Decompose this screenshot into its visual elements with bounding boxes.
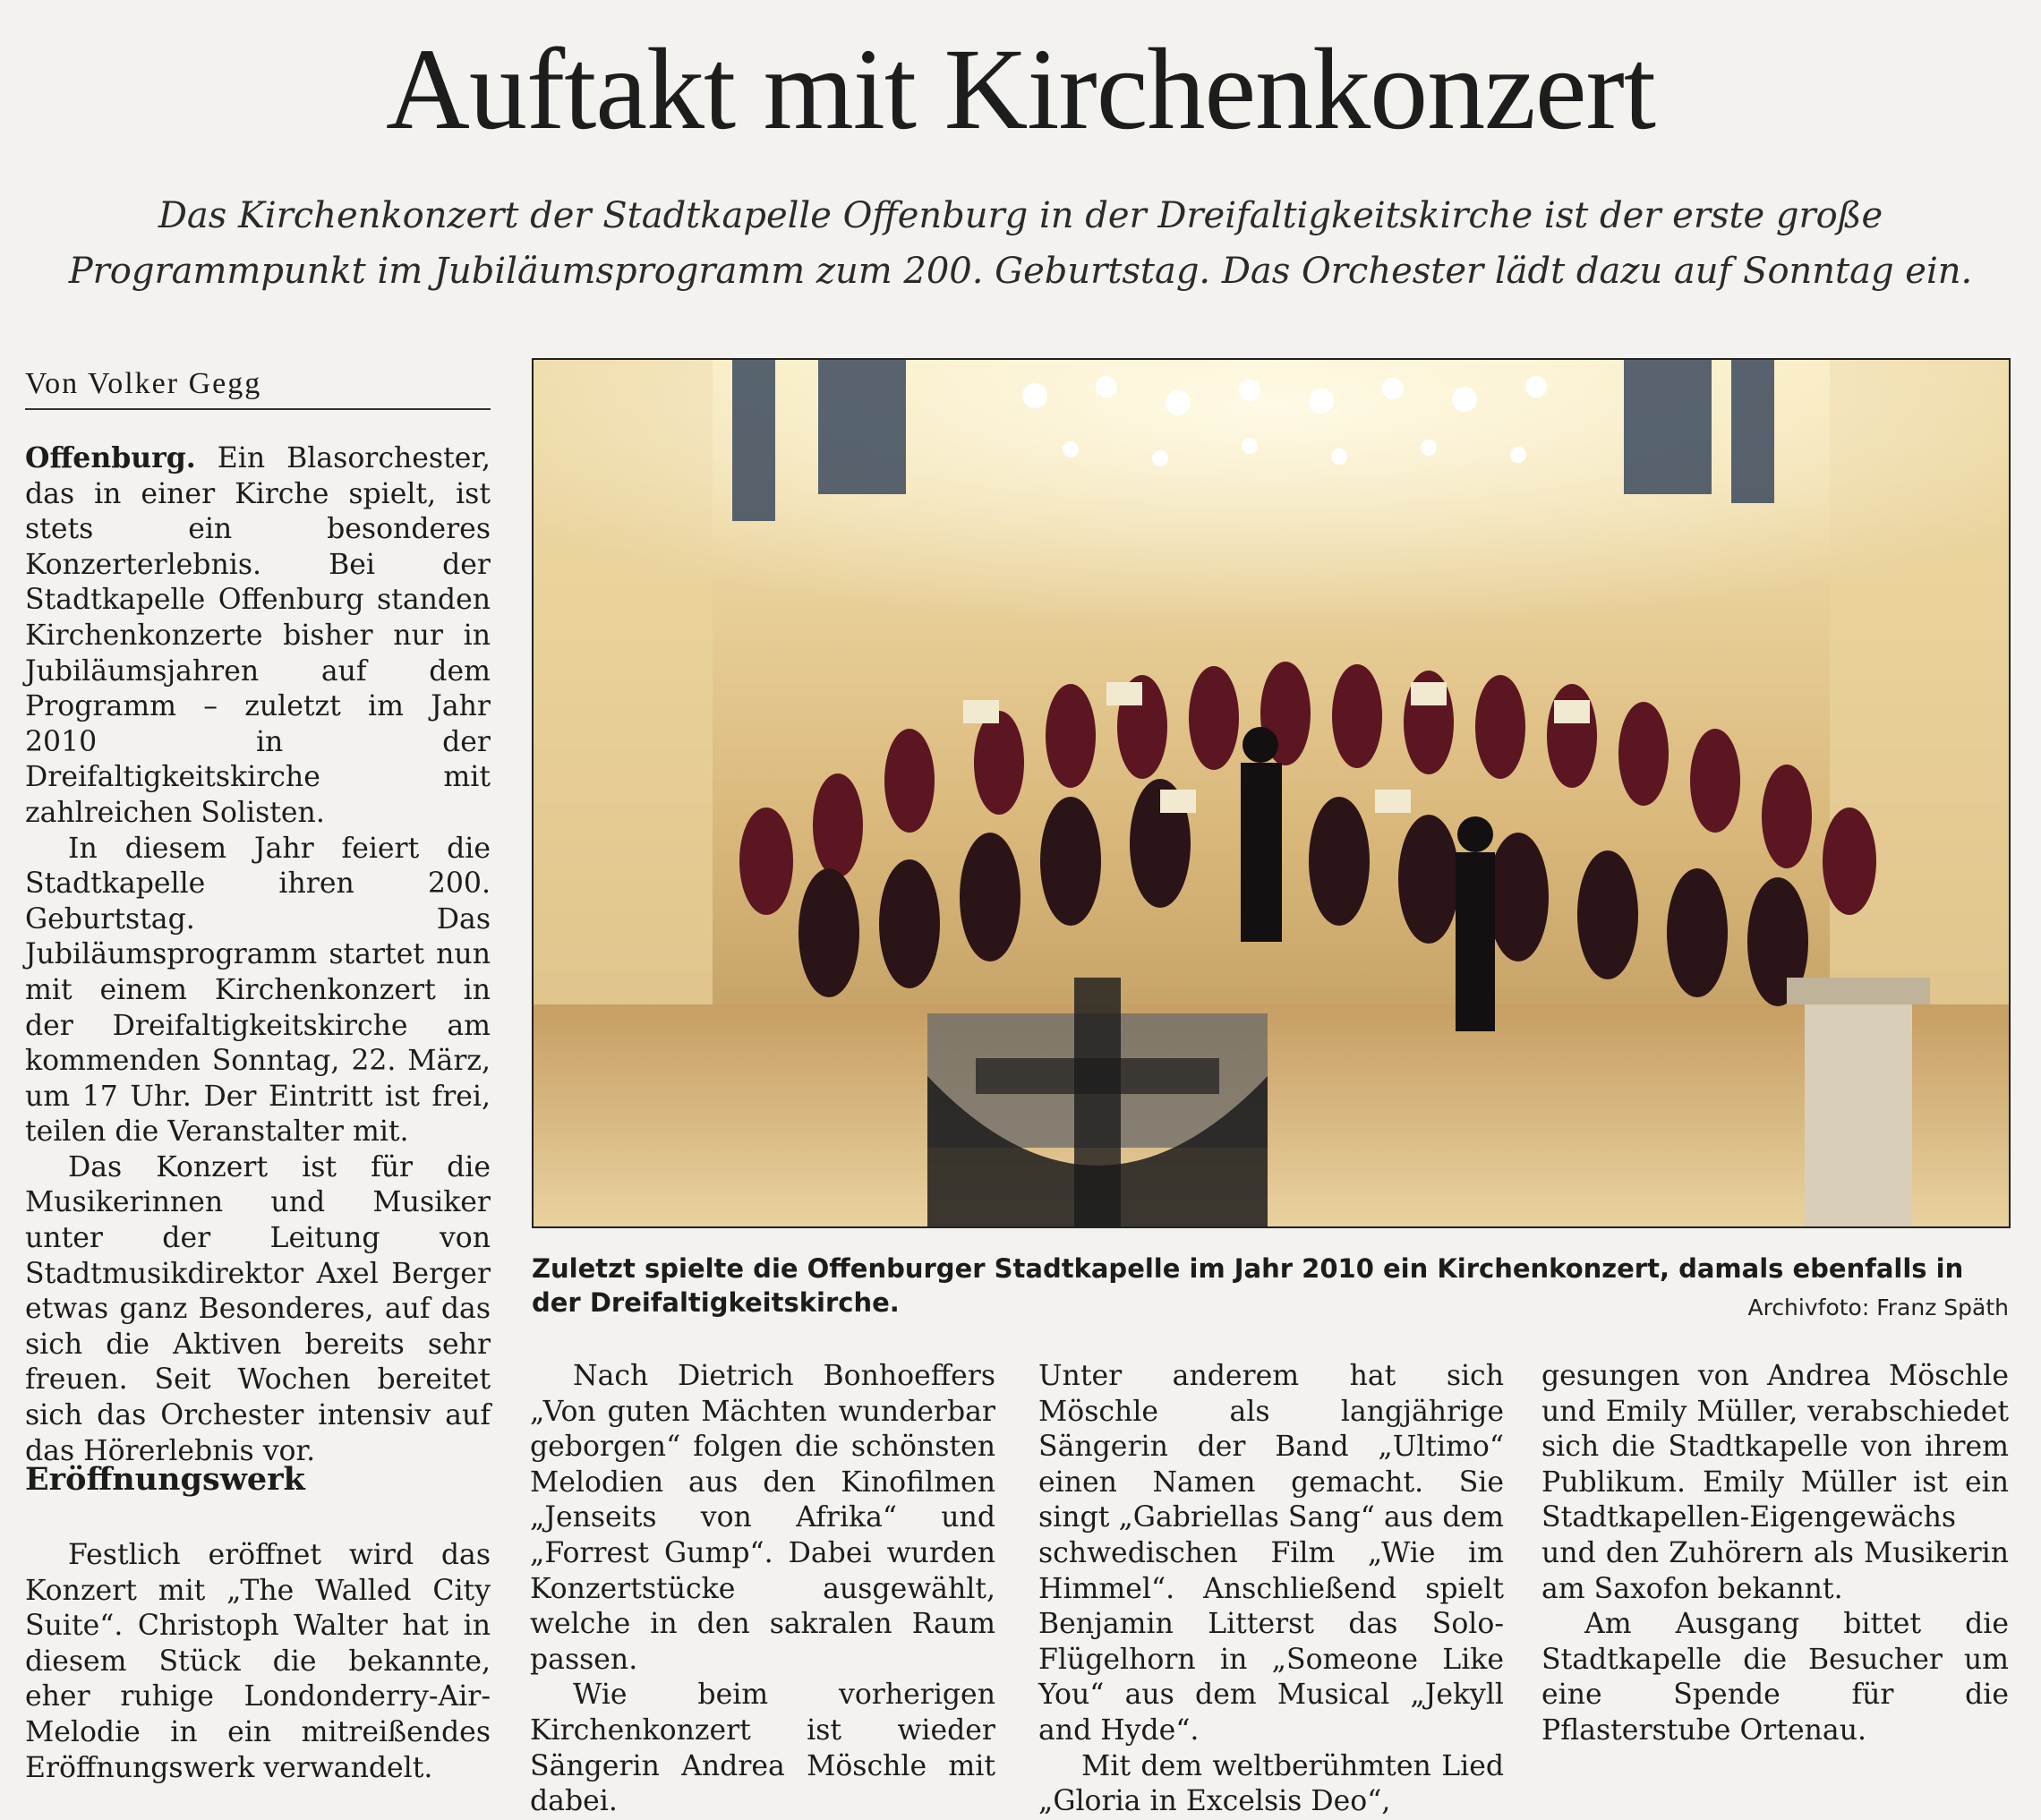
paragraph-2: In diesem Jahr feiert die Stadtkapelle ihren 200. Geburtstag. Das Jubiläumsprogramm startet nun mit einem Kirchenkonzert in der Dreifaltigkeitskirche am kommenden Sonntag, 22. März, um 17 Uhr. Der Eintritt ist frei, teilen die Veranstalter mit. <box>25 832 491 1149</box>
paragraph-7: Unter anderem hat sich Möschle als langjährige Sängerin der Band „Ultimo“ einen Namen gemacht. Sie singt „Gabriellas Sang“ aus dem schwedischen Film „Wie im Himmel“. Anschließend spielt Benjamin Litterst das Solo-Flügelhorn in „Someone Like You“ aus dem Musical „Jekyll and Hyde“. <box>1038 1360 1504 1747</box>
headline: Auftakt mit Kirchenkonzert <box>386 25 1655 154</box>
paragraph-10: Am Ausgang bittet die Stadtkapelle die Besucher um eine Spende für die Pflasterstube Ortenau. <box>1541 1608 2009 1747</box>
column-1 <box>25 440 491 1469</box>
photo-caption: Zuletzt spielte die Offenburger Stadtkapelle im Jahr 2010 ein Kirchenkonzert, damals ebenfalls in der Dreifaltigkeitskirche. <box>532 1253 1964 1318</box>
subheadline: Das Kirchenkonzert der Stadtkapelle Offenburg in der Dreifaltigkeitskirche ist der erste große Programmpunkt im Jubiläumsprogramm zum 200. Geburtstag. Das Orchester lädt dazu auf Sonntag ein. <box>68 195 1973 292</box>
paragraph-6: Wie beim vorherigen Kirchenkonzert ist wieder Sängerin Andrea Möschle mit dabei. <box>530 1679 995 1818</box>
column-3 <box>1038 1359 1504 1820</box>
column-1-continued <box>25 1538 491 1786</box>
column-2 <box>530 1359 995 1820</box>
section-subheading: Eröffnungswerk <box>25 1461 305 1498</box>
concert-photo <box>532 358 2011 1228</box>
photo-credit: Archivfoto: Franz Späth <box>1747 1295 2009 1320</box>
column-4 <box>1541 1359 2009 1749</box>
paragraph-4: Festlich eröffnet wird das Konzert mit „The Walled City Suite“. Christoph Walter hat in diesem Stück die bekannte, eher ruhige Londonderry-Air-Melodie in ein mitreißendes Eröffnungswerk verwandelt. <box>25 1539 491 1784</box>
paragraph-9: gesungen von Andrea Möschle und Emily Müller, verabschiedet sich die Stadtkapelle von ihrem Publikum. Emily Müller ist ein Stadtkapellen-Eigengewächs und den Zuhörern als Musikerin am Saxofon bekannt. <box>1541 1360 2009 1605</box>
paragraph-5: Nach Dietrich Bonhoeffers „Von guten Mächten wunderbar geborgen“ folgen die schönsten Melodien aus den Kinofilmen „Jenseits von Afrika“ und „Forrest Gump“. Dabei wurden Konzertstücke ausgewählt, welche in den sakralen Raum passen. <box>530 1360 995 1676</box>
concert-photo-image <box>534 360 2009 1226</box>
dateline: Offenburg. <box>25 441 196 474</box>
byline: Von Volker Gegg <box>25 367 491 410</box>
paragraph-8: Mit dem weltberühmten Lied „Gloria in Excelsis Deo“, <box>1038 1749 1504 1818</box>
lead-paragraph <box>25 440 491 832</box>
lead-text: Ein Blasorchester, das in einer Kirche spielt, ist stets ein besonderes Konzerterlebnis. Bei der Stadtkapelle Offenburg standen Kirchenkonzerte bisher nur in Jubiläumsjahren auf dem Programm – zuletzt im Jahr 2010 in der Dreifaltigkeitskirche mit zahlreichen Solisten. <box>25 442 491 829</box>
paragraph-3: Das Konzert ist für die Musikerinnen und Musiker unter der Leitung von Stadtmusikdirektor Axel Berger etwas ganz Besonderes, auf das sich die Aktiven bereits sehr freuen. Seit Wochen bereitet sich das Orchester intensiv auf das Hörerlebnis vor. <box>25 1150 491 1467</box>
